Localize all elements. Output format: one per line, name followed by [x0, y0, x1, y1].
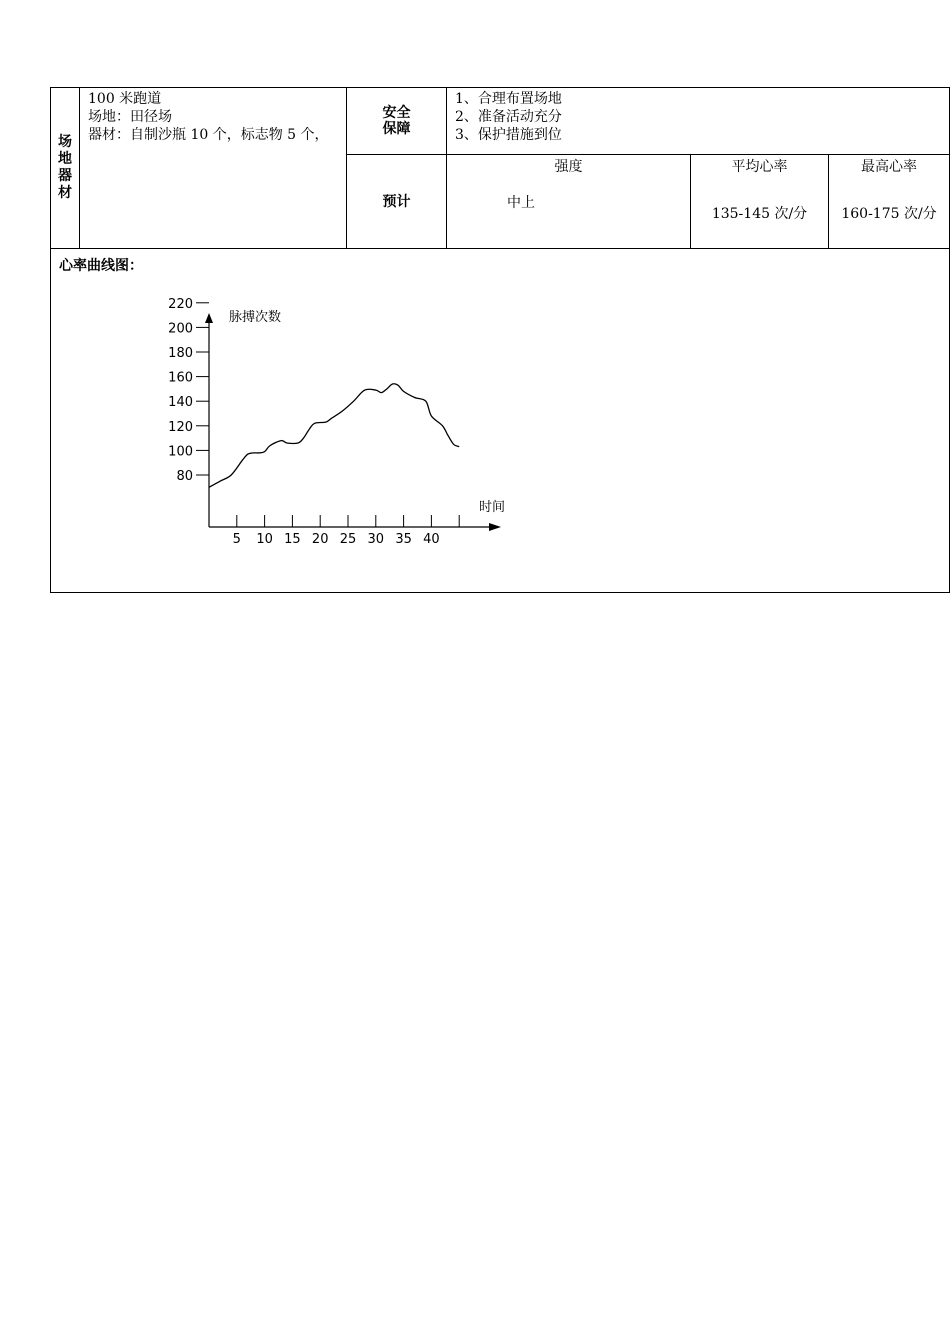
safety-label-line: 安全: [382, 105, 411, 121]
y-tick-label: 200: [168, 321, 193, 337]
avg-hr-cell: [691, 155, 829, 249]
lesson-plan-table: [50, 87, 950, 593]
x-tick-label: 40: [423, 532, 440, 547]
x-tick-label: 15: [284, 532, 301, 547]
y-tick-label: 140: [168, 395, 193, 411]
safety-item: 3、保护措施到位: [455, 127, 562, 143]
safety-item: 2、准备活动充分: [455, 109, 562, 125]
safety-item: 1、合理布置场地: [455, 91, 562, 107]
heart-rate-chart: [101, 296, 521, 569]
x-tick-label: 30: [367, 532, 385, 547]
x-tick-label: 25: [339, 532, 357, 547]
venue-line: 100 米跑道: [88, 91, 162, 107]
y-axis-label: 脉搏次数: [229, 310, 282, 325]
heart-rate-series-line: [209, 384, 459, 488]
x-tick-label: 20: [311, 532, 329, 547]
y-tick-label: 160: [168, 370, 193, 386]
intensity-value: 中上: [507, 195, 535, 211]
venue-label-char: 场: [58, 134, 72, 150]
chart-axes: [205, 313, 501, 531]
heart-rate-chart-section: [51, 249, 950, 593]
venue-line: 器材：自制沙瓶 10 个，标志物 5 个，: [88, 127, 329, 143]
y-tick-label: 180: [168, 346, 193, 361]
safety-items: [447, 88, 950, 155]
safety-label-line: 保障: [382, 121, 411, 137]
y-tick-label: 120: [168, 419, 193, 435]
venue-label-char: 材: [58, 185, 72, 201]
x-axis-ticks: [233, 515, 460, 547]
x-tick-label: 35: [395, 532, 412, 547]
avg-hr-header: 平均心率: [731, 159, 788, 175]
venue-equipment-content: [80, 88, 347, 249]
max-hr-cell: [829, 155, 950, 249]
y-axis-ticks: [168, 297, 209, 484]
safety-label: [347, 88, 447, 155]
y-axis-arrow: [205, 313, 213, 323]
venue-label-char: 地: [58, 151, 72, 167]
estimate-label: 预计: [347, 155, 447, 249]
y-tick-label: 100: [168, 444, 193, 460]
x-tick-label: 10: [256, 532, 273, 547]
y-tick-label: 80: [176, 469, 193, 484]
avg-hr-value: 135-145 次/分: [711, 206, 808, 222]
x-axis-arrow: [489, 523, 501, 531]
chart-section-title: 心率曲线图：: [59, 258, 143, 274]
venue-line: 场地：田径场: [88, 109, 172, 125]
x-axis-label: 时间: [479, 500, 506, 515]
y-tick-label: 220: [168, 296, 193, 312]
intensity-header: 强度: [554, 159, 583, 175]
intensity-cell: [447, 155, 691, 249]
max-hr-value: 160-175 次/分: [841, 206, 937, 222]
x-tick-label: 5: [232, 532, 241, 547]
venue-equipment-label: [51, 88, 80, 249]
max-hr-header: 最高心率: [861, 159, 918, 175]
venue-label-char: 器: [58, 168, 72, 184]
